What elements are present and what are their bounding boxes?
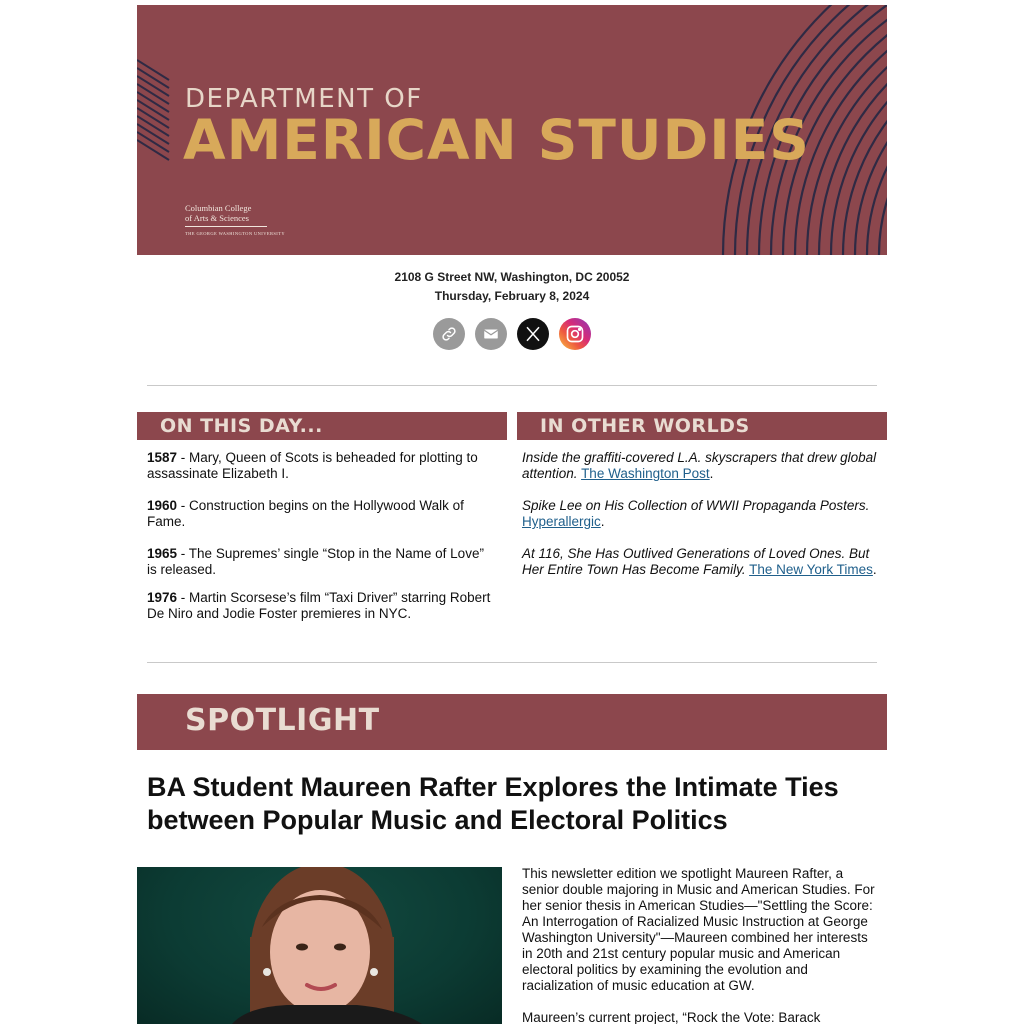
list-item — [147, 546, 497, 578]
punctuation: . — [600, 514, 605, 529]
college-name-2: of Arts & Sciences — [185, 213, 249, 223]
university-name: THE GEORGE WASHINGTON UNIVERSITY — [185, 231, 286, 236]
logo-rule — [185, 226, 267, 227]
divider — [147, 385, 877, 386]
source-link[interactable]: The Washington Post — [581, 466, 710, 481]
source-link[interactable]: The New York Times — [749, 562, 873, 577]
story-paragraph: This newsletter edition we spotlight Maureen Rafter, a senior double majoring in Music and American Studies. For her senior thesis in American Studies—"Settling the Score: An Interrogation of Racialized Music Instruction at George Washington University"—Maureen combined her interests in 20th and 21st century popular music and American electoral politics by examining the evolution and racialization of music education at GW. — [522, 866, 875, 993]
list-item — [147, 450, 497, 482]
other-worlds-heading: IN OTHER WORLDS — [517, 412, 887, 440]
college-name-1: Columbian College — [185, 203, 252, 213]
article-title: Spike Lee on His Collection of WWII Propaganda Posters. — [522, 498, 870, 513]
header-banner — [137, 5, 887, 255]
article-title: Inside the graffiti-covered L.A. skyscrapers that drew global attention. — [522, 450, 877, 481]
street-address: 2108 G Street NW, Washington, DC 20052 — [394, 270, 630, 284]
story-paragraph: Maureen’s current project, “Rock the Vote: Barack — [522, 1010, 821, 1024]
punctuation: . — [709, 466, 714, 481]
x-icon[interactable] — [517, 318, 549, 350]
dept-title: AMERICAN STUDIES — [183, 108, 810, 172]
link-icon[interactable] — [433, 318, 465, 350]
instagram-icon[interactable] — [559, 318, 591, 350]
list-item — [522, 546, 882, 578]
article-title: At 116, She Has Outlived Generations of Loved Ones. But Her Entire Town Has Become Family. — [522, 546, 870, 577]
event-text: - Martin Scorsese’s film “Taxi Driver” starring Robert De Niro and Jodie Foster premieres in NYC. — [147, 590, 491, 621]
spotlight-banner — [137, 694, 887, 750]
event-text: - The Supremes’ single “Stop in the Name of Love” is released. — [147, 546, 484, 577]
list-item — [522, 498, 882, 530]
social-links — [433, 318, 591, 350]
divider — [147, 662, 877, 663]
source-link[interactable]: Hyperallergic — [522, 514, 601, 529]
event-year: 1587 — [147, 450, 178, 465]
on-this-day-heading: ON THIS DAY... — [137, 412, 507, 440]
mail-icon[interactable] — [475, 318, 507, 350]
list-item — [522, 450, 882, 482]
event-year: 1976 — [147, 590, 178, 605]
event-text: - Mary, Queen of Scots is beheaded for plotting to assassinate Elizabeth I. — [147, 450, 478, 481]
spotlight-story — [522, 866, 877, 1024]
punctuation: . — [872, 562, 877, 577]
list-item — [147, 590, 497, 622]
event-year: 1960 — [147, 498, 178, 513]
dept-label: DEPARTMENT OF — [185, 84, 423, 114]
event-year: 1965 — [147, 546, 178, 561]
spotlight-heading: SPOTLIGHT — [185, 703, 380, 738]
college-logo — [185, 203, 285, 239]
address-block — [137, 268, 887, 306]
list-item — [147, 498, 497, 530]
event-text: - Construction begins on the Hollywood Walk of Fame. — [147, 498, 464, 529]
student-photo — [137, 867, 502, 1024]
newsletter-date: Thursday, February 8, 2024 — [434, 289, 590, 303]
spotlight-headline: BA Student Maureen Rafter Explores the Intimate Ties between Popular Music and Electoral Politics — [147, 772, 839, 835]
